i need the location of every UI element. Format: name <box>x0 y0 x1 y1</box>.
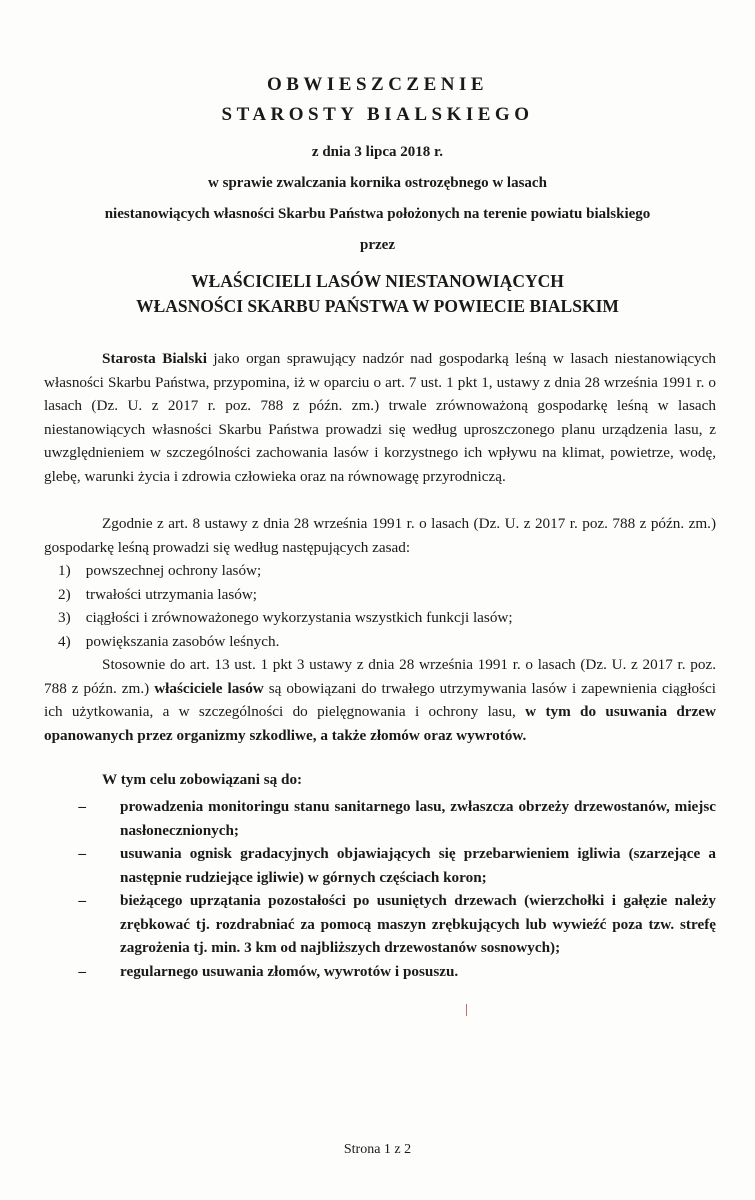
list-number: 2) <box>58 585 71 603</box>
document-date: z dnia 3 lipca 2018 r. <box>311 144 444 160</box>
principles-list <box>58 559 698 653</box>
document-title: OBWIESZCZENIE <box>266 74 489 95</box>
paragraph-1-text: jako organ sprawujący nadzór nad gospodarką leśną w lasach niestanowiących własności Skarbu Państwa, przypomina, iż w oparciu o art. 7 ust. 1 pkt 1, ustawy z dnia 28 września 1991 r. o lasach (Dz. U. z 2017 r. poz. 788 z późn. zm.) trwale zrównoważoną gospodarkę leśną w lasach niestanowiących własności Skarbu Państwa prowadzi się według uproszczonego planu urządzenia lasu, z uwzględnieniem w szczególności zachowania lasów i korzystnego ich wpływu na klimat, powietrze, wodę, glebę, warunki życia i zdrowia człowieka oraz na równowagę przyrodniczą. <box>44 350 716 485</box>
list-text: ciągłości i zrównoważonego wykorzystania wszystkich funkcji lasów; <box>85 609 513 626</box>
document-issuer: STAROSTY BIALSKIEGO <box>221 104 534 125</box>
pen-mark <box>466 1004 467 1016</box>
paragraph-3-part-2: są obowiązani do trwałego utrzymywania lasów i zapewnienia ciągłości ich użytkowania, a w szczególności do pielęgnowania i ochrony lasu, <box>44 679 716 720</box>
list-item <box>58 630 698 654</box>
issuer-bold: Starosta Bialski <box>102 350 207 367</box>
subject-line-1: w sprawie zwalczania kornika ostrozębnego w lasach <box>208 175 547 191</box>
list-number: 4) <box>58 632 71 650</box>
list-number: 3) <box>58 609 71 626</box>
by-label: przez <box>360 237 395 253</box>
page-number: Strona 1 z 2 <box>343 1142 412 1157</box>
list-text: trwałości utrzymania lasów; <box>85 585 258 603</box>
paragraph-legal-basis <box>44 347 716 488</box>
dash-bullet: – <box>78 798 86 815</box>
dash-bullet: – <box>78 962 86 980</box>
paragraph-owners-duties <box>44 653 716 747</box>
paragraph-principles-intro: Zgodnie z art. 8 ustawy z dnia 28 września 1991 r. o lasach (Dz. U. z 2017 r. poz. 788 z późn. zm.) gospodarkę leśną prowadzi się według następujących zasad: <box>44 515 716 556</box>
removal-duty-bold: w tym do usuwania drzew opanowanych przez organizmy szkodliwe, a także złomów oraz wywrotów. <box>44 703 716 744</box>
list-item <box>58 842 716 889</box>
obligations-list <box>58 795 716 983</box>
list-text: powszechnej ochrony lasów; <box>85 562 262 579</box>
addressee-line-2: WŁASNOŚCI SKARBU PAŃSTWA W POWIECIE BIALSKIM <box>136 296 619 316</box>
list-number: 1) <box>58 562 71 579</box>
subject-line-2: niestanowiących własności Skarbu Państwa położonych na terenie powiatu bialskiego <box>104 206 651 222</box>
dash-bullet: – <box>78 892 86 909</box>
list-item <box>58 889 716 960</box>
dash-bullet: – <box>78 845 86 862</box>
obligation-text: regularnego usuwania złomów, wywrotów i posuszu. <box>120 962 459 980</box>
list-item <box>58 795 716 842</box>
obligation-text: usuwania ognisk gradacyjnych objawiających się przebarwieniem igliwia (szarzejące a następnie rudziejące igliwie) w górnych częściach koron; <box>120 845 716 886</box>
list-item <box>58 606 698 630</box>
owners-bold: właściciele lasów <box>154 679 264 697</box>
obligations-intro: W tym celu zobowiązani są do: <box>102 771 303 788</box>
list-text: powiększania zasobów leśnych. <box>85 632 280 650</box>
list-item <box>58 960 716 984</box>
list-item <box>58 559 698 583</box>
obligation-text: bieżącego uprzątania pozostałości po usuniętych drzewach (wierzchołki i gałęzie należy zrębkować tj. rozdrabniać za pomocą maszyn zrębkujących lub wywieźć poza tzw. strefę zagrożenia tj. min. 3 km od najbliższych drzewostanów sosnowych); <box>120 892 716 956</box>
obligation-text: prowadzenia monitoringu stanu sanitarnego lasu, zwłaszcza obrzeży drzewostanów, miejsc nasłonecznionych; <box>120 798 716 839</box>
paragraph-3-part-1: Stosownie do art. 13 ust. 1 pkt 3 ustawy z dnia 28 września 1991 r. o lasach (Dz. U. z 2017 r. poz. 788 z późn. zm.) <box>44 656 716 697</box>
addressee-line-1: WŁAŚCICIELI LASÓW NIESTANOWIĄCYCH <box>191 271 564 291</box>
list-item <box>58 583 698 607</box>
